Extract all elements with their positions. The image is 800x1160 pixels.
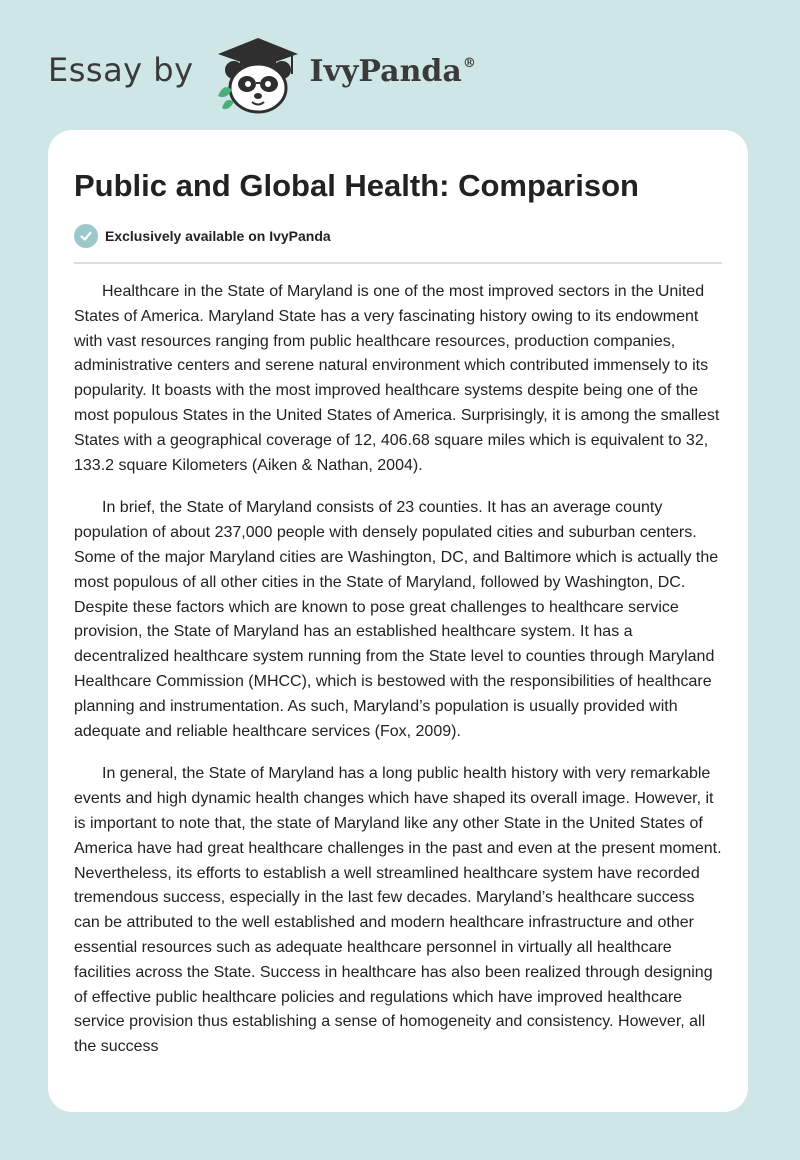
essay-card — [48, 130, 748, 1112]
page-title: Public and Global Health: Comparison — [74, 168, 639, 203]
essay-body — [74, 280, 722, 1060]
check-icon — [74, 224, 98, 248]
paragraph: In general, the State of Maryland has a long public health history with very remarkable events and high dynamic health changes which have shaped its overall image. However, it is important to note that, the state of Maryland like any other State in the United States of America have had great healthcare challenges in the past and even at the present moment. Nevertheless, its efforts to establish a well streamlined healthcare system have recorded tremendous success, especially in the last few decades. Maryland’s healthcare success can be attributed to the well established and modern healthcare infrastructure and other essential resources such as adequate healthcare personnel in virtually all healthcare facilities across the State. Success in healthcare has also been realized through designing of effective public healthcare policies and regulations which have improved healthcare service provision thus establishing a sense of homogeneity and consistency. However, all the success — [74, 765, 722, 1056]
panda-graduate-icon — [212, 34, 304, 114]
exclusive-badge — [74, 224, 722, 264]
badge-text: Exclusively available on IvyPanda — [105, 228, 331, 244]
paragraph: In brief, the State of Maryland consists of 23 counties. It has an average county population of about 237,000 people with densely populated cities and suburban centers. Some of the major Maryland cities are Washington, DC, and Baltimore which is actually the most populous of all other cities in the State of Maryland, followed by Washington, DC. Despite these factors which are known to pose great challenges to healthcare service provision, the State of Maryland has an established healthcare system. It has a decentralized healthcare system running from the State level to counties through Maryland Healthcare Commission (MHCC), which is bestowed with the responsibilities of healthcare planning and instrumentation. As such, Maryland’s population is usually provided with adequate and reliable healthcare services (Fox, 2009). — [74, 499, 719, 740]
paragraph: Healthcare in the State of Maryland is one of the most improved sectors in the United States of America. Maryland State has a very fascinating history owing to its endowment with vast resources ranging from public healthcare resources, production companies, administrative centers and serene natural environment which contributed immensely to its popularity. It boasts with the most improved healthcare systems despite being one of the most populous States in the United States of America. Surprisingly, it is among the smallest States with a geographical coverage of 12, 406.68 square miles which is equivalent to 32, 133.2 square Kilometers (Aiken & Nathan, 2004). — [74, 283, 720, 474]
registered-mark: ® — [462, 55, 476, 71]
brand-header[interactable] — [48, 34, 476, 114]
brand-prefix: Essay by — [48, 51, 194, 89]
brand-name: IvyPanda® — [309, 53, 476, 89]
